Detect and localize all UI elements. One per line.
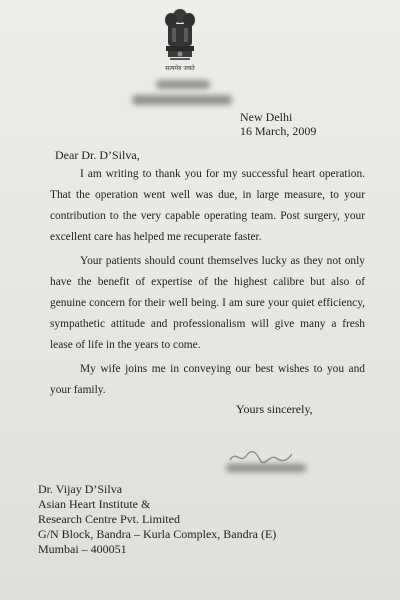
closing: Yours sincerely,	[236, 402, 313, 416]
redacted-sender-name	[156, 80, 210, 89]
emblem-motto: सत्यमेव जयते	[165, 65, 195, 72]
recipient-line: Dr. Vijay D’Silva	[38, 482, 123, 496]
redacted-sender-title	[132, 95, 232, 105]
paragraph-praise: Your patients should count themselves lucky as they not only have the benefit of expertise of the highest calibre but also of genuine concern for their well being. I am sure your quiet efficiency, sympathetic attitude and professionalism will give many a fresh lease of life in the years to come.	[50, 255, 365, 351]
paragraph-thanks: I am writing to thank you for my successful heart operation. That the operation went well was due, in large measure, to your contribution to the very capable operating team. Post surgery, your excellent care has helped me recuperate faster.	[50, 168, 365, 243]
redacted-signatory-name	[226, 464, 306, 472]
recipient-line: Mumbai – 400051	[38, 542, 127, 556]
city-text: New Delhi	[240, 110, 293, 124]
recipient-line: Research Centre Pvt. Limited	[38, 512, 180, 526]
date-block	[240, 110, 316, 138]
salutation: Dear Dr. D’Silva,	[55, 148, 140, 162]
recipient-line: Asian Heart Institute &	[38, 497, 151, 511]
recipient-line: G/N Block, Bandra – Kurla Complex, Bandra (E)	[38, 527, 277, 541]
paragraph-wishes: My wife joins me in conveying our best wishes to you and your family.	[50, 363, 365, 396]
national-emblem-icon	[158, 6, 202, 68]
date-text: 16 March, 2009	[240, 124, 317, 138]
recipient-address	[38, 482, 276, 557]
